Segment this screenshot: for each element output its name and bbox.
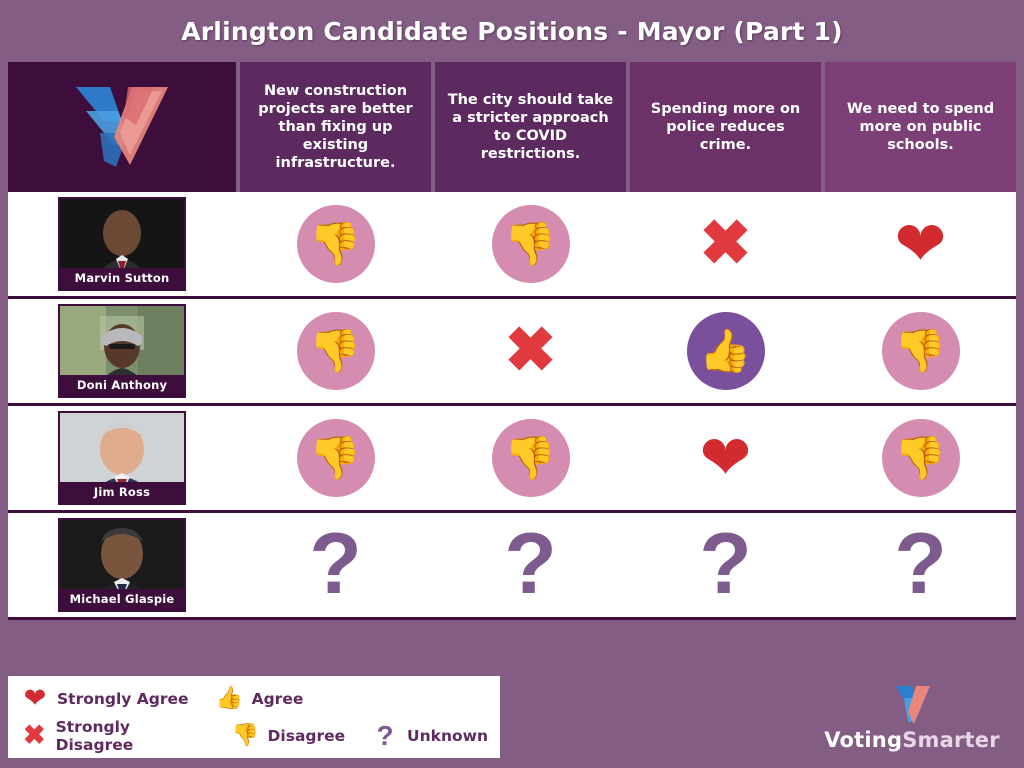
brand-wordmark	[822, 728, 1002, 752]
column-header-covid	[435, 62, 626, 192]
table-row	[8, 513, 1016, 620]
x-mark-icon: ✖	[699, 209, 752, 278]
heart-icon: ❤	[894, 207, 947, 280]
avatar	[58, 304, 186, 398]
table-row	[8, 192, 1016, 299]
legend-label: Disagree	[267, 726, 346, 745]
thumb-down-icon: 👎	[297, 312, 375, 390]
thumb-up-icon: 👍	[687, 312, 765, 390]
cell-construction	[240, 406, 431, 510]
question-mark-icon: ?	[504, 516, 557, 613]
thumb-down-icon: 👎	[492, 419, 570, 497]
avatar	[58, 518, 186, 612]
legend-label: Unknown	[407, 726, 488, 745]
thumb-down-icon: 👎	[297, 205, 375, 283]
candidate-photo-cell	[8, 513, 236, 617]
cell-police	[630, 192, 821, 296]
table-row	[8, 406, 1016, 513]
brand-mark	[822, 682, 1002, 752]
question-mark-icon: ?	[309, 516, 362, 613]
cell-schools	[825, 192, 1016, 296]
column-header-construction	[240, 62, 431, 192]
column-header-label: The city should take a stricter approach to COVID restrictions.	[447, 91, 614, 163]
x-mark-icon: ✖	[504, 316, 557, 385]
cell-construction	[240, 192, 431, 296]
cell-schools	[825, 406, 1016, 510]
cell-police	[630, 299, 821, 403]
x-mark-icon: ✖	[22, 720, 46, 750]
legend	[8, 676, 500, 758]
votingsmarter-checkmark-logo	[822, 682, 1002, 728]
column-header-label: Spending more on police reduces crime.	[650, 100, 801, 154]
legend-item-agree	[215, 686, 304, 711]
thumb-up-icon: 👍	[215, 686, 244, 711]
legend-item-disagree	[231, 723, 346, 748]
avatar	[58, 411, 186, 505]
thumb-down-icon: 👎	[231, 723, 260, 748]
candidate-name: Marvin Sutton	[60, 268, 184, 289]
candidate-name: Doni Anthony	[60, 375, 184, 396]
cell-construction	[240, 299, 431, 403]
logo-cell	[8, 62, 236, 192]
column-header-schools	[825, 62, 1016, 192]
avatar	[58, 197, 186, 291]
question-mark-icon: ?	[894, 516, 947, 613]
cell-construction	[240, 513, 431, 617]
question-mark-icon: ?	[376, 719, 394, 751]
cell-police	[630, 406, 821, 510]
question-mark-icon: ?	[699, 516, 752, 613]
legend-row-top	[20, 680, 488, 717]
legend-label: Agree	[251, 689, 304, 708]
heart-icon: ❤	[699, 421, 752, 494]
legend-label: Strongly Disagree	[55, 717, 134, 754]
legend-item-strongly-agree	[20, 685, 189, 712]
cell-covid	[435, 513, 626, 617]
cell-schools	[825, 513, 1016, 617]
page-title: Arlington Candidate Positions - Mayor (Part 1)	[181, 16, 843, 46]
column-header-label: New construction projects are better than fixing up existing infrastructure.	[258, 82, 413, 172]
cell-covid	[435, 406, 626, 510]
legend-item-unknown	[370, 720, 488, 752]
thumb-down-icon: 👎	[882, 312, 960, 390]
cell-covid	[435, 192, 626, 296]
thumb-down-icon: 👎	[297, 419, 375, 497]
positions-table	[8, 62, 1016, 620]
cell-schools	[825, 299, 1016, 403]
votingsmarter-checkmark-logo	[70, 81, 174, 173]
table-row	[8, 299, 1016, 406]
legend-label: Strongly Agree	[57, 689, 189, 708]
brand-name-part1: Voting	[824, 728, 903, 752]
candidate-photo-cell	[8, 299, 236, 403]
candidate-photo-cell	[8, 192, 236, 296]
legend-row-bottom	[20, 717, 488, 754]
candidate-name: Michael Glaspie	[60, 589, 184, 610]
legend-item-strongly-disagree	[20, 718, 206, 754]
thumb-down-icon: 👎	[492, 205, 570, 283]
column-header-label: We need to spend more on public schools.	[846, 100, 995, 154]
heart-icon: ❤	[23, 683, 47, 714]
thumb-down-icon: 👎	[882, 419, 960, 497]
brand-name-part2: Smarter	[902, 728, 1000, 752]
candidate-name: Jim Ross	[60, 482, 184, 503]
column-header-police	[630, 62, 821, 192]
table-header-row	[8, 62, 1016, 192]
cell-police	[630, 513, 821, 617]
cell-covid	[435, 299, 626, 403]
candidate-photo-cell	[8, 406, 236, 510]
